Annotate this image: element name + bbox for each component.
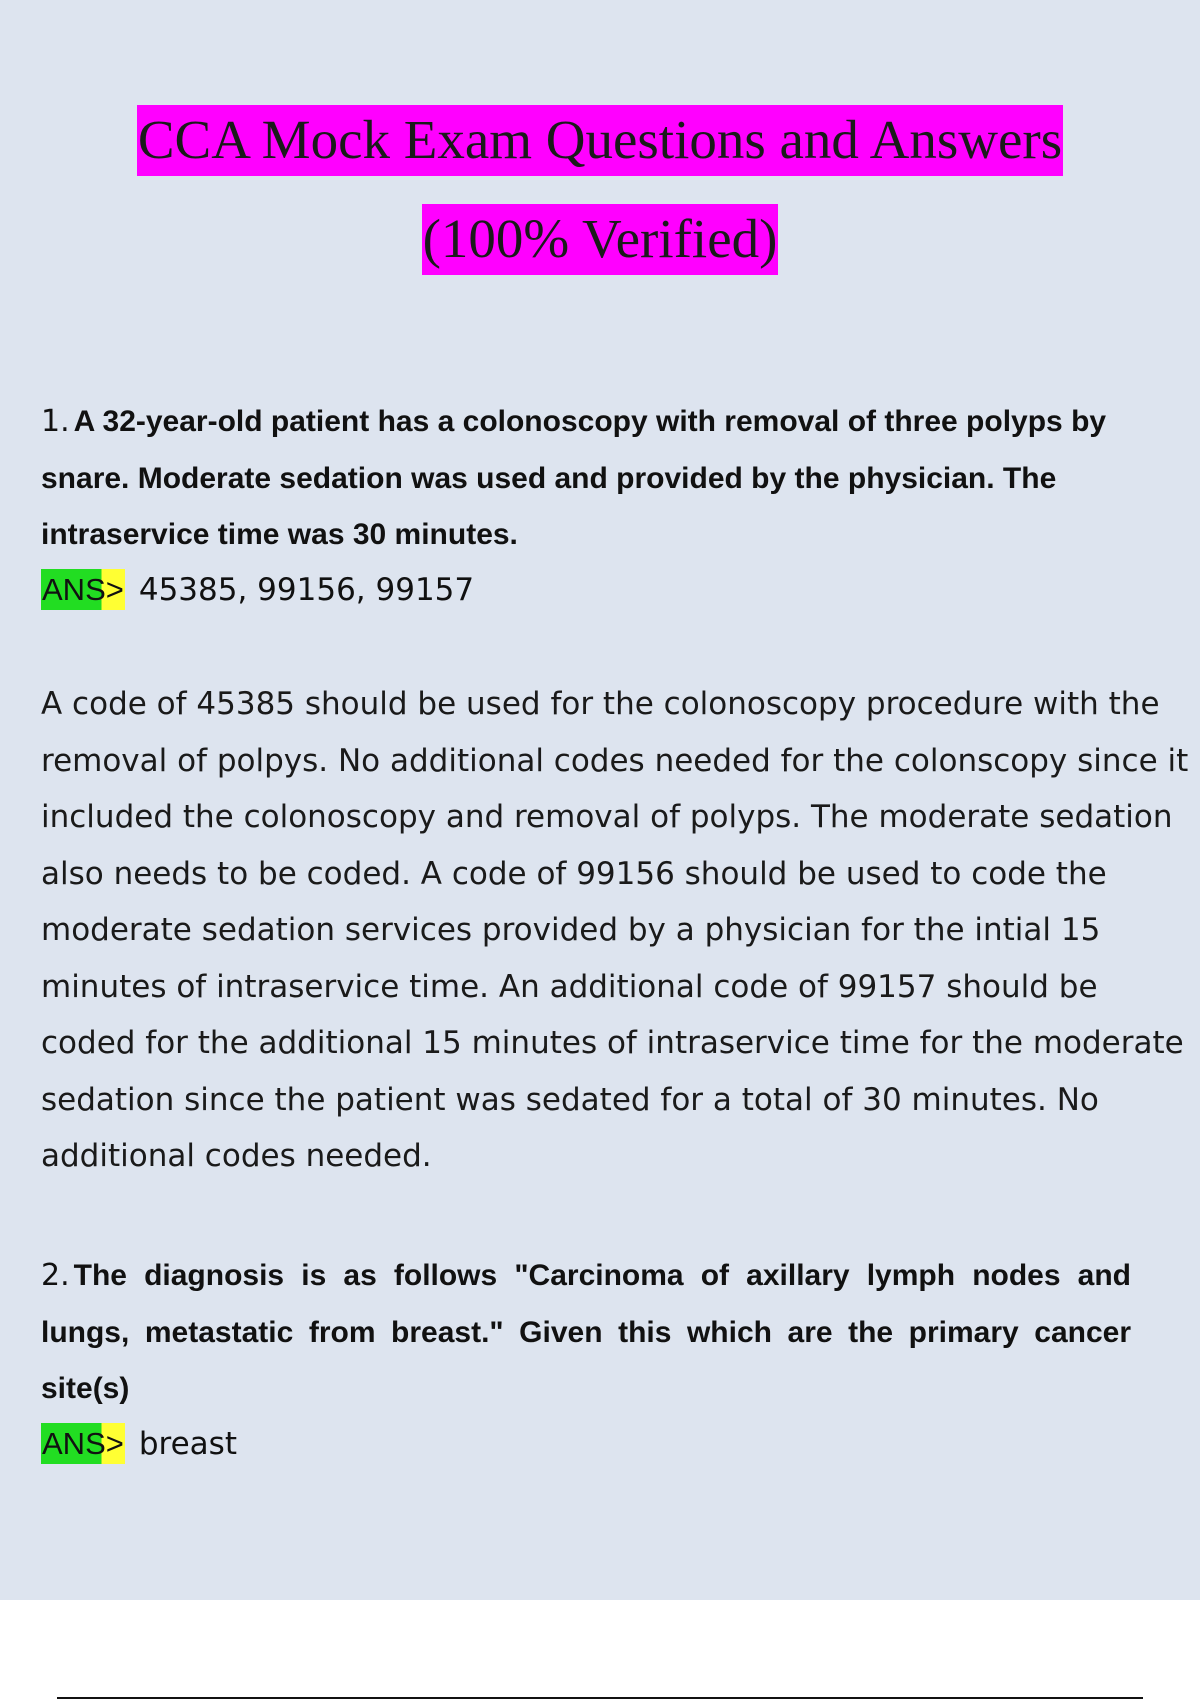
title-line-1: CCA Mock Exam Questions and Answers — [137, 105, 1063, 176]
answer-1-value: 45385, 99156, 99157 — [138, 572, 475, 608]
document-subtitle — [0, 208, 1200, 269]
answer-1 — [41, 570, 474, 610]
title-line-2: (100% Verified) — [422, 204, 779, 275]
question-1-text: A 32-year-old patient has a colonoscopy with removal of three polyps by snare. Moderate sedation was used and provided by the physician. The intraservice time was 30 minutes. — [41, 405, 1107, 551]
answer-1-label: ANS> — [41, 569, 125, 610]
answer-2 — [41, 1424, 237, 1464]
question-1-number: 1. — [41, 404, 70, 439]
document-title — [0, 109, 1200, 170]
answer-2-value: breast — [138, 1426, 237, 1462]
question-2-text: The diagnosis is as follows "Carcinoma of axillary lymph nodes and lungs, metastatic from breast." Given this which are the primary cancer site(s) — [41, 1259, 1131, 1405]
question-2 — [41, 1248, 1131, 1418]
question-1 — [41, 394, 1136, 564]
answer-2-label: ANS> — [41, 1423, 125, 1464]
footer-divider — [57, 1697, 1143, 1699]
question-2-number: 2. — [41, 1258, 70, 1293]
answer-1-explanation: A code of 45385 should be used for the colonoscopy procedure with the removal of polpys. No additional codes needed for the colonscopy since it included the colonoscopy and removal of polyps. The moderate sedation also needs to be coded. A code of 99156 should be used to code the moderate sedation services provided by a physician for the intial 15 minutes of intraservice time. An additional code of 99157 should be coded for the additional 15 minutes of intraservice time for the moderate sedation since the patient was sedated for a total of 30 minutes. No additional codes needed. — [41, 686, 1189, 1174]
